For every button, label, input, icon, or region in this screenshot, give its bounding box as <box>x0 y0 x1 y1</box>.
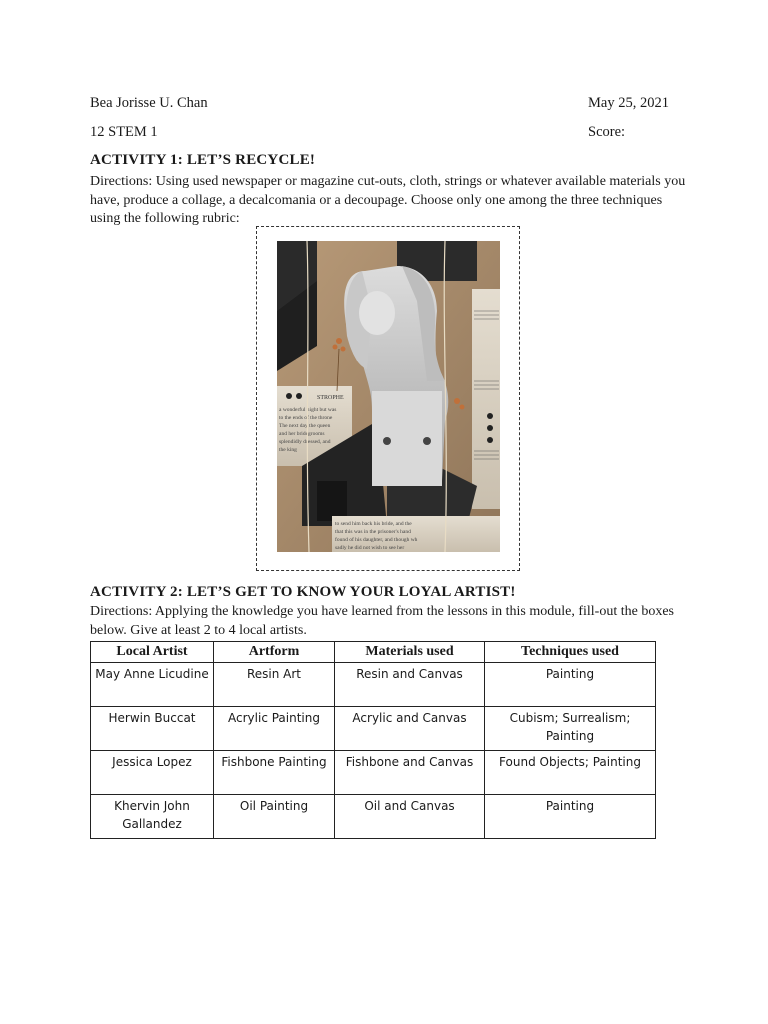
table-row <box>91 663 656 707</box>
cell-artform: Resin Art <box>214 663 335 707</box>
collage-clipping-label: STROPHE <box>317 395 344 401</box>
header-techniques-used: Techniques used <box>485 642 656 663</box>
table-row <box>91 707 656 751</box>
table-header-row <box>91 642 656 663</box>
cell-techniques-used: Painting <box>485 795 656 839</box>
score-label: Score: <box>588 124 626 140</box>
collage-clip-bottom-2: that this was in the prisoner's hand <box>335 529 411 535</box>
cell-materials-used: Resin and Canvas <box>335 663 485 707</box>
collage-artwork <box>277 241 500 552</box>
cell-techniques-used: Cubism; Surrealism; Painting <box>485 707 656 751</box>
collage-image <box>277 241 500 552</box>
table-row <box>91 795 656 839</box>
cell-materials-used: Acrylic and Canvas <box>335 707 485 751</box>
collage-clip-bottom-4: sadly he did not wish to see her <box>335 545 405 551</box>
student-name: Bea Jorisse U. Chan <box>90 95 208 111</box>
collage-clip-bottom-3: found of his daughter, and though wh <box>335 537 418 543</box>
cell-materials-used: Oil and Canvas <box>335 795 485 839</box>
cell-local-artist: May Anne Licudine <box>91 663 214 707</box>
activity1-title: ACTIVITY 1: LET’S RECYCLE! <box>90 152 316 168</box>
cell-techniques-used: Painting <box>485 663 656 707</box>
section: 12 STEM 1 <box>90 124 158 140</box>
activity1-directions-line-1: Directions: Using used newspaper or magazine cut-outs, cloth, strings or whatever available materials you <box>90 174 686 189</box>
activity2-title: ACTIVITY 2: LET’S GET TO KNOW YOUR LOYAL ARTIST! <box>90 584 516 600</box>
header-artform: Artform <box>214 642 335 663</box>
collage-clip-bottom-1: to send him back his bride, and the <box>335 521 412 527</box>
cell-local-artist: Khervin John Gallandez <box>91 795 214 839</box>
cell-local-artist: Herwin Buccat <box>91 707 214 751</box>
activity1-directions-line-2: have, produce a collage, a decalcomania or a decoupage. Choose only one among the three techniques <box>90 192 663 208</box>
collage-clip-left-1: a wonderful night but was <box>279 407 337 413</box>
header-local-artist: Local Artist <box>91 642 214 663</box>
local-artists-table <box>90 641 656 839</box>
cell-materials-used: Fishbone and Canvas <box>335 751 485 795</box>
collage-clip-left-6: the king <box>279 447 297 453</box>
activity1-directions <box>90 173 690 229</box>
collage-clip-left-2: to the ends of the throne <box>279 415 333 421</box>
collage-clip-left-4: and her bridegrooms <box>279 431 325 437</box>
collage-clip-left-3: The next day the queen <box>279 423 331 429</box>
activity2-directions-line-2: below. Give at least 2 to 4 local artists. <box>90 622 307 638</box>
cell-artform: Oil Painting <box>214 795 335 839</box>
activity2-directions <box>90 603 690 640</box>
cell-techniques-used: Found Objects; Painting <box>485 751 656 795</box>
collage-clip-left-5: splendidly dressed, and <box>279 439 331 445</box>
activity2-directions-line-1: Directions: Applying the knowledge you have learned from the lessons in this module, fill-out the boxes <box>90 604 675 619</box>
activity1-directions-line-3: using the following rubric: <box>90 211 240 226</box>
date: May 25, 2021 <box>588 95 669 111</box>
cell-artform: Acrylic Painting <box>214 707 335 751</box>
cell-artform: Fishbone Painting <box>214 751 335 795</box>
cell-local-artist: Jessica Lopez <box>91 751 214 795</box>
header-materials-used: Materials used <box>335 642 485 663</box>
table-row <box>91 751 656 795</box>
